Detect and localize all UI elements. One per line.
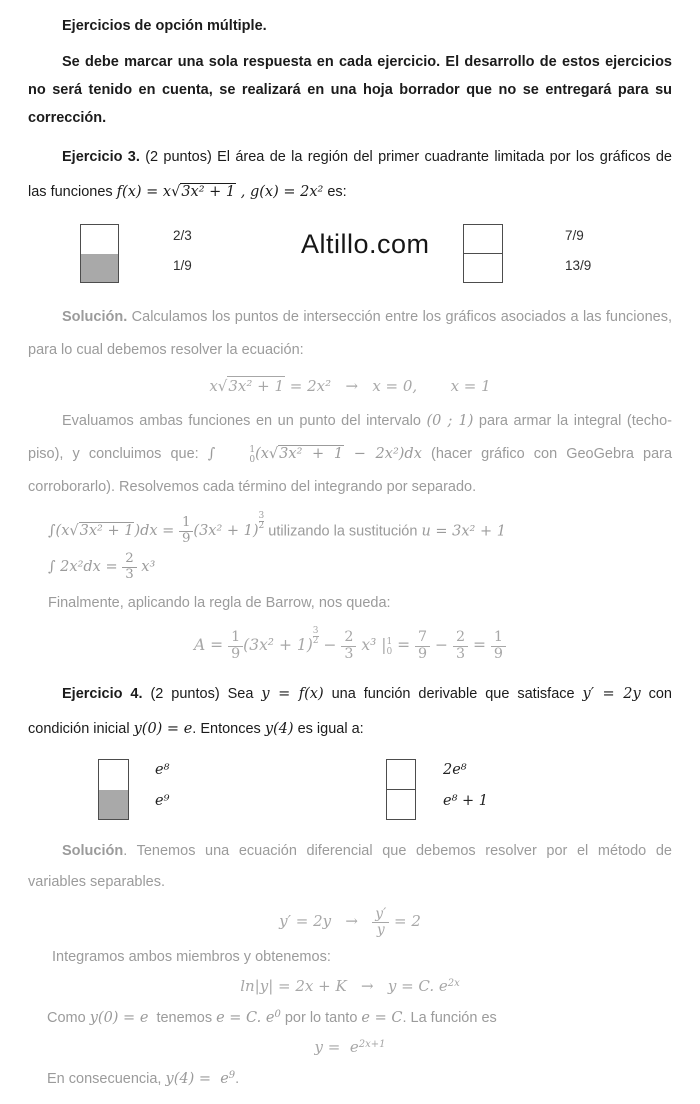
eqln-p1: ln|y| = 2x + K → y = C. e (240, 977, 448, 996)
fraction-denominator: 9 (493, 645, 503, 662)
exercise3-answer-box-right (463, 224, 503, 283)
math-integral-2 (48, 551, 156, 582)
exponent-numerator: 3 (312, 626, 319, 636)
sqrt-radicand: 3x² + 1 (181, 184, 236, 200)
eqb-p7: = (468, 636, 491, 655)
exponent-2x: 2x (447, 978, 460, 990)
math-e-Ce0-base: e = C. e (216, 1010, 275, 1027)
math-y4-e9 (166, 1071, 236, 1087)
exponent-0: 0 (274, 1009, 281, 1021)
barrow-text: Finalmente, aplicando la regla de Barrow, nos queda: (48, 595, 391, 612)
fraction-numerator: 2 (122, 552, 136, 568)
eqf-p1: y = e (314, 1038, 359, 1057)
option-label-13-9: 13/9 (565, 258, 592, 273)
eqb-p2: (3x² + 1) (243, 636, 313, 655)
p2-text-1: Evaluamos ambas funciones en un punto del intervalo (62, 413, 427, 429)
math-e-C: e = C (361, 1010, 403, 1027)
fraction-numerator: 2 (341, 630, 356, 647)
integral-limits (215, 445, 255, 466)
sqrt-radicand: 3x² + 1 (279, 446, 344, 462)
checkbox-option-2e8[interactable] (387, 760, 415, 790)
fraction-numerator: y′ (372, 907, 389, 923)
exercise3-options-row (28, 224, 672, 283)
exercise3-text-2: es: (323, 184, 347, 200)
conclusion-line (28, 1063, 672, 1092)
p2-text-2: para armar la integral (techo-piso), y concluimos que: (28, 413, 672, 462)
fraction-2-3 (122, 552, 136, 583)
eq1-post: = 2x² → x = 0, x = 1 (285, 377, 491, 395)
sqrt-radicand: 3x² + 1 (79, 523, 134, 540)
fraction-1-9 (491, 630, 506, 663)
checkbox-option-e9-selected[interactable] (99, 790, 128, 820)
fraction-denominator: 9 (418, 645, 428, 662)
integrand-post: − 2x²)dx (344, 446, 422, 462)
p3-text-2: tenemos (148, 1010, 217, 1027)
checkbox-option-13-9[interactable] (464, 254, 502, 283)
fraction-numerator: 1 (228, 630, 243, 647)
exercise4-answer-box-right (386, 759, 416, 820)
checkbox-option-1-9-selected[interactable] (81, 254, 118, 283)
fraction-denominator: 3 (125, 566, 134, 582)
fraction-denominator: y (376, 921, 385, 938)
instructions-paragraph: Se debe marcar una sola respuesta en cada ejercicio. El desarrollo de estos ejercicios no será tenido en cuenta, se realizará en una hoja borrador que no se entregará para su corrección. (28, 54, 672, 126)
fraction-7-9 (415, 630, 430, 663)
fraction-1-9 (228, 630, 243, 663)
math-integral-1 (48, 511, 265, 546)
checkbox-option-2-3[interactable] (81, 225, 118, 254)
document-page (0, 16, 700, 1092)
exponent-denominator: 2 (258, 521, 265, 532)
option-label-7-9: 7/9 (565, 228, 584, 243)
math-g: , g(x) = 2x² (236, 184, 324, 200)
eq1-pre: x (209, 377, 218, 395)
solution3-intro (28, 301, 672, 367)
int2-pre: ∫ 2x²dx = (48, 559, 123, 576)
page-title: Ejercicios de opción múltiple. (62, 18, 267, 34)
option-label-2e8: 2e⁸ (443, 762, 467, 779)
exercise4-text-5: es igual a: (293, 721, 364, 738)
equation-ln (28, 972, 672, 998)
watermark-text: Altillo.com (301, 229, 430, 259)
p3-text-4: . La función es (402, 1010, 497, 1027)
math-e-Ce0 (216, 1010, 281, 1026)
equation-barrow (28, 623, 672, 667)
solution3-text: Calculamos los puntos de intersección entre los gráficos asociados a las funciones, para lo cual debemos resolver la ecuación: (28, 309, 672, 358)
exponent-2x-plus-1: 2x+1 (358, 1039, 386, 1051)
p3-text-3: por lo tanto (280, 1010, 362, 1027)
equation-ode (28, 902, 672, 940)
option-label-e9: e⁹ (155, 793, 170, 810)
checkbox-option-7-9[interactable] (464, 225, 502, 254)
exercise4-text-4: . Entonces (192, 721, 265, 738)
solution4-intro (28, 836, 672, 898)
sqrt-radical: √3x² + 1 (171, 184, 236, 200)
option-label-2-3: 2/3 (173, 228, 192, 243)
fraction-yprime-y (372, 907, 389, 939)
int1-text: utilizando la sustitución (264, 523, 422, 540)
exercise3-text-1: (2 puntos) El área de la región del primer cuadrante limitada por los gráficos de las funciones (28, 149, 672, 200)
fraction-1-9 (179, 516, 193, 547)
math-initial-condition: y(0) = e (133, 721, 193, 738)
option-label-e8plus1: e⁸ + 1 (443, 793, 488, 810)
fraction-denominator: 9 (181, 530, 191, 546)
lower-limit: 0 (249, 455, 256, 465)
option-label-1-9: 1/9 (173, 258, 192, 273)
p4-text-2: . (235, 1071, 240, 1088)
exercise4-text-2: una función derivable que satisface (323, 686, 583, 703)
solution4-paragraph3 (28, 1002, 672, 1031)
math-f-pre: f(x) = x (116, 184, 172, 200)
exponent-denominator: 2 (312, 636, 319, 647)
exercise4-label: Ejercicio 4. (62, 686, 143, 703)
exercise3-label: Ejercicio 3. (62, 149, 140, 165)
checkbox-option-e8plus1[interactable] (387, 790, 415, 820)
exercise4-text-3: con condición inicial (28, 686, 672, 738)
eqb-p1: A = (194, 636, 229, 655)
fraction-2-3 (453, 630, 468, 663)
fraction-denominator: 9 (231, 645, 241, 662)
int2-post: x³ (136, 559, 156, 576)
integrate-text: Integramos ambos miembros y obtenemos: (52, 949, 331, 966)
sqrt-radicand: 3x² + 1 (228, 377, 285, 395)
fraction-numerator: 1 (491, 630, 506, 647)
equation-final-function (28, 1033, 672, 1059)
math-y4: y(4) (264, 721, 294, 738)
exercise4-text-1: (2 puntos) Sea (142, 686, 262, 703)
solution3-label: Solución. (62, 309, 128, 325)
exercise3-answer-box-left (80, 224, 119, 283)
math-y0-e: y(0) = e (89, 1010, 149, 1027)
sqrt-radical: √3x² + 1 (217, 377, 285, 395)
int1-mid: )dx = (134, 523, 179, 540)
integral-sign: ∫ (207, 446, 216, 462)
eqb-p5: = (392, 636, 416, 655)
exercise4-answer-box-left (98, 759, 129, 820)
eqy-p1: y′ = 2y → (279, 912, 373, 931)
p3-text-1: Como (47, 1010, 90, 1027)
math-substitution: u = 3x² + 1 (421, 523, 506, 540)
exercise4-options-row (28, 759, 672, 820)
upper-limit: 1 (386, 637, 393, 648)
solution4-label: Solución (62, 843, 124, 860)
integral1-line (28, 512, 672, 547)
integral2-line (28, 551, 672, 583)
exercise4-statement (28, 677, 672, 747)
fraction-numerator: 1 (179, 516, 193, 532)
p2-text-3: (hacer gráfico con GeoGebra para corroborarlo). Resolvemos cada término del integrando por separado. (28, 446, 673, 495)
fraction-numerator: 2 (453, 630, 468, 647)
eqb-p3: − (318, 636, 342, 655)
p4-text-1: En consecuencia, (47, 1071, 166, 1088)
option-label-e8: e⁸ (155, 762, 170, 779)
exponent-numerator: 3 (258, 511, 265, 521)
fraction-denominator: 3 (455, 645, 466, 662)
sqrt-radical: √3x² + 1 (69, 523, 134, 540)
equation-intersection (28, 371, 672, 401)
fraction-denominator: 3 (344, 645, 354, 662)
math-y-fx: y = f(x) (261, 686, 324, 703)
exercise3-math-f (117, 183, 324, 200)
eqb-p6: − (430, 636, 453, 655)
checkbox-option-e8[interactable] (99, 760, 128, 790)
int1-pre: ∫(x (48, 523, 70, 540)
fraction-numerator: 7 (415, 630, 430, 647)
math-interval: (0 ; 1) (426, 413, 474, 429)
fraction-2-3 (341, 630, 356, 663)
eqy-p2: = 2 (389, 912, 421, 931)
math-yprime: y′ = 2y (582, 686, 641, 703)
solution3-paragraph2 (28, 405, 672, 504)
sqrt-radical: √3x² + 1 (268, 446, 344, 462)
exponent-9: 9 (228, 1070, 236, 1082)
math-y4-e9-base: y(4) = e (165, 1071, 229, 1088)
lower-limit: 0 (386, 647, 393, 658)
solution4-text: . Tenemos una ecuación diferencial que debemos resolver por el método de variables separables. (28, 843, 672, 891)
exercise3-statement (28, 140, 672, 210)
upper-limit: 1 (249, 444, 256, 455)
int1-base: (3x² + 1) (193, 523, 259, 540)
eqb-p4: x³ | (356, 636, 387, 655)
math-integral-expression (207, 444, 422, 465)
integrand-pre: (x (255, 446, 269, 462)
